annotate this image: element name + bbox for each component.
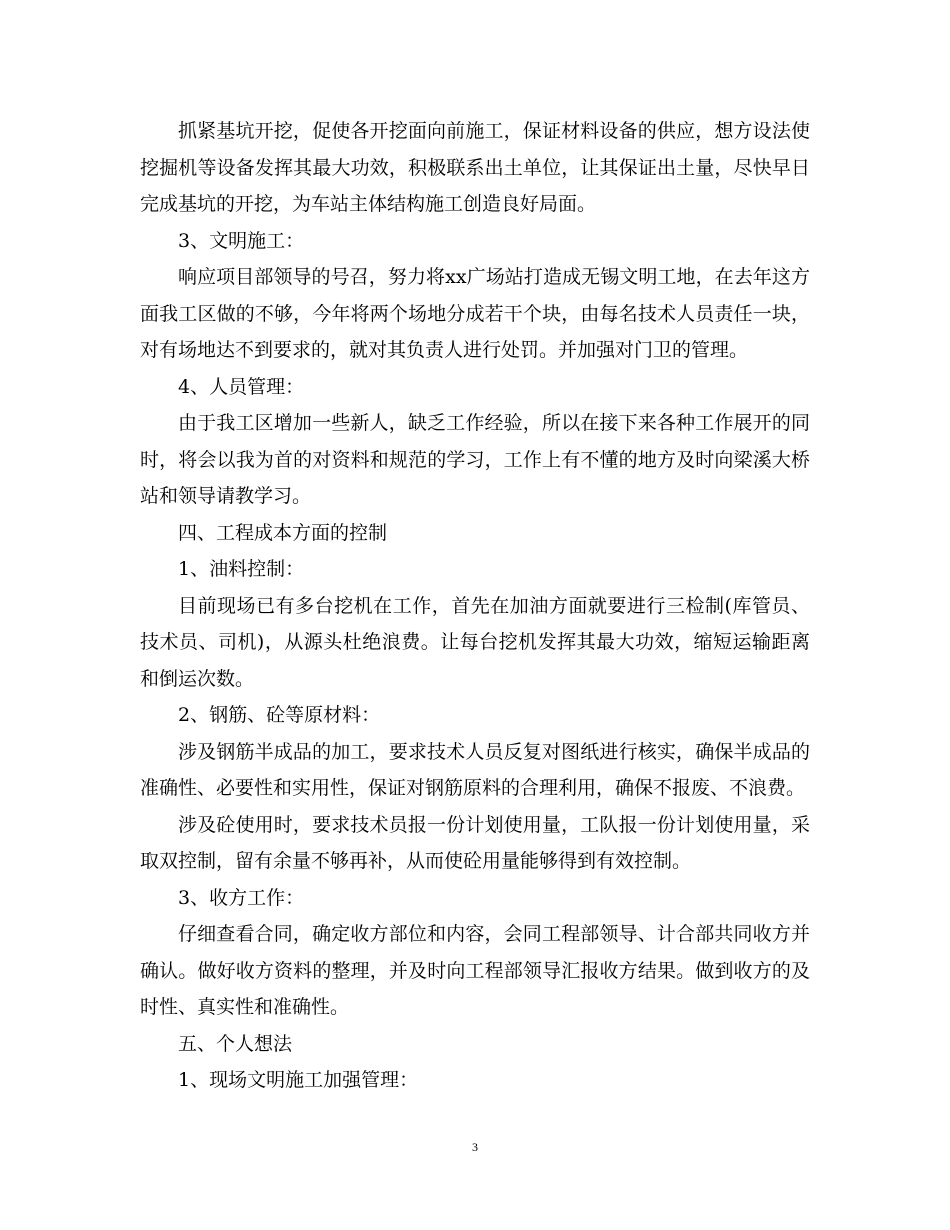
page-number: 3	[472, 1140, 478, 1154]
section-heading: 4、人员管理：	[178, 375, 305, 398]
document-body	[140, 113, 810, 1099]
paragraph: 抓紧基坑开挖，促使各开挖面向前施工，保证材料设备的供应，想方设法使挖掘机等设备发挥其最大功效，积极联系出土单位，让其保证出土量，尽快早日完成基坑的开挖，为车站主体结构施工创造良好局面。	[140, 120, 810, 215]
section-heading: 1、油料控制：	[178, 558, 305, 580]
section-heading: 3、文明施工：	[178, 229, 305, 252]
paragraph: 目前现场已有多台挖机在工作，首先在加油方面就要进行三检制(库管员、技术员、司机)，从源头杜绝浪费。让每台挖机发挥其最大功效，缩短运输距离和倒运次数。	[140, 594, 810, 690]
section-heading: 1、现场文明施工加强管理：	[178, 1069, 419, 1091]
paragraph: 涉及钢筋半成品的加工，要求技术人员反复对图纸进行核实，确保半成品的准确性、必要性和实用性，保证对钢筋原料的合理利用，确保不报废、不浪费。	[140, 740, 810, 799]
paragraph: 由于我工区增加一些新人，缺乏工作经验，所以在接下来各种工作展开的同时，将会以我为首的对资料和规范的学习，工作上有不懂的地方及时向梁溪大桥站和领导请教学习。	[140, 412, 810, 507]
section-heading: 2、钢筋、砼等原材料：	[178, 704, 381, 726]
paragraph: 仔细查看合同，确定收方部位和内容，会同工程部领导、计合部共同收方并确认。做好收方资料的整理，并及时向工程部领导汇报收方结果。做到收方的及时性、真实性和准确性。	[140, 923, 810, 1018]
chapter-heading: 四、工程成本方面的控制	[178, 521, 388, 544]
section-heading: 3、收方工作：	[178, 886, 305, 909]
chapter-heading: 五、个人想法	[178, 1032, 293, 1055]
paragraph: 涉及砼使用时，要求技术员报一份计划使用量，工队报一份计划使用量，采取双控制，留有余量不够再补，从而使砼用量能够得到有效控制。	[140, 813, 810, 872]
paragraph: 响应项目部领导的号召，努力将xx广场站打造成无锡文明工地，在去年这方面我工区做的不够，今年将两个场地分成若干个块，由每名技术人员责任一块，对有场地达不到要求的，就对其负责人进行处罚。并加强对门卫的管理。	[140, 266, 810, 361]
